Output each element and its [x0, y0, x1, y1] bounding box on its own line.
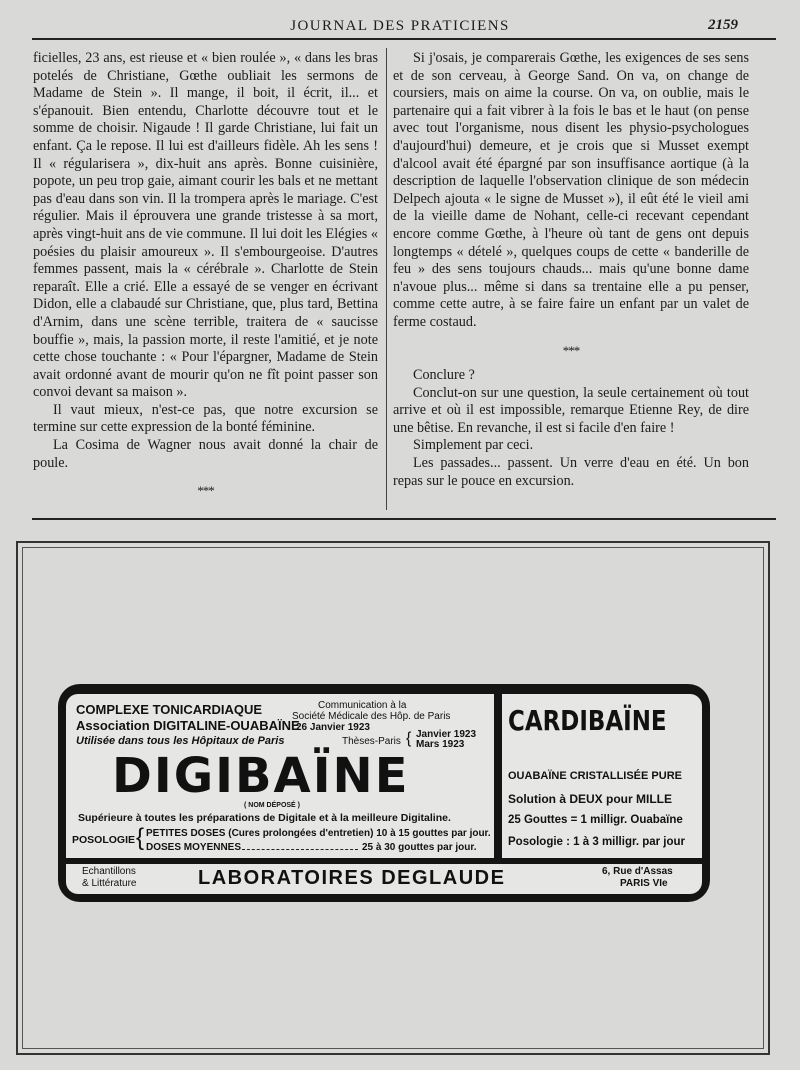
- ad-communication-3: 26 Janvier 1923: [296, 722, 370, 733]
- ad-dotted-leader: [242, 849, 358, 850]
- journal-title: JOURNAL DES PRATICIENS: [290, 18, 510, 34]
- running-header: [0, 14, 800, 40]
- ad-echantillons-2: & Littérature: [82, 878, 137, 889]
- ad-theses: Thèses-Paris: [342, 736, 401, 747]
- laboratoires-strip: [66, 864, 702, 894]
- ad-posologie-right: Posologie : 1 à 3 milligr. par jour: [508, 836, 686, 848]
- ad-laboratoires: LABORATOIRES DEGLAUDE: [198, 867, 506, 889]
- paragraph: Il vaut mieux, n'est-ce pas, que notre excursion se termine sur cette expression de la bonté féminine.: [33, 401, 378, 436]
- page-number: 2159: [708, 17, 738, 33]
- section-stars: ***: [562, 342, 580, 358]
- paragraph: Conclut-on sur une question, la seule certainement où tout arrive et où il est impossible, remarque Etienne Rey, de dire une bêtise. En revanche, il est si facile d'en faire !: [393, 384, 749, 436]
- ad-theses-date-2: Mars 1923: [416, 739, 465, 750]
- column-divider: [386, 48, 387, 510]
- ad-theses-brace: {: [406, 730, 412, 747]
- ad-petites-doses: PETITES DOSES (Cures prolongées d'entretien) 10 à 15 gouttes par jour.: [146, 828, 491, 839]
- ad-ouabaine: OUABAÏNE CRISTALLISÉE PURE: [508, 770, 682, 782]
- ad-address-1: 6, Rue d'Assas: [602, 866, 673, 877]
- ad-association: Association DIGITALINE-OUABAÏNE: [76, 718, 300, 733]
- paragraph: Simplement par ceci.: [413, 437, 534, 454]
- ad-doses-moyennes: DOSES MOYENNES: [146, 842, 242, 853]
- digibaine-logo: DIGIBAÏNE: [112, 748, 410, 804]
- ad-hopitaux: Utilisée dans tous les Hôpitaux de Paris: [76, 735, 285, 747]
- digibaine-panel: [66, 694, 494, 858]
- paragraph: La Cosima de Wagner nous avait donné la chair de poule.: [33, 437, 378, 471]
- ad-solution: Solution à DEUX pour MILLE: [508, 792, 672, 806]
- paragraph: Les passades... passent. Un verre d'eau en été. Un bon repas sur le pouce en excursion.: [393, 455, 749, 489]
- ad-doses-moyennes-value: 25 à 30 gouttes par jour.: [362, 842, 477, 853]
- ad-complexe: COMPLEXE TONICARDIAQUE: [76, 702, 263, 717]
- ad-communication-2: Société Médicale des Hôp. de Paris: [292, 711, 451, 722]
- paragraph: Si j'osais, je comparerais Gœthe, les exigences de ses sens et de son cerveau, à George Sand. On va, on change de coursiers, mais on aime la course. On va, on oublie, mais le partenaire qui a fait vibrer à la fois le bas et le haut (on pense avec tout l'organisme, nous disent les physio-psychologues d'aujourd'hui) demeure, et je crois que si Musset exempt d'alcool avait été épargné par son insuffisance aortique (à la description de laquelle l'observation clinique de son médecin Delpech ajouta « le signe de Musset »), il eût été le vieil ami de la vieille dame de Nohant, celle-ci recevant cependant encore comme Gœthe, à l'heure où tant de gens ont depuis longtemps « dételé », quelques coups de cette « banderille de feu » des sens toujours chauds... mais qu'une bonne dame n'avoue plus... même si dans sa trentaine elle a pu penser, comme cette autre, à se faire faire un enfant par un valet de ferme costaud.: [393, 50, 749, 330]
- ad-communication-1: Communication à la: [318, 700, 407, 711]
- paragraph: Conclure ?: [413, 367, 475, 384]
- cardibaine-panel: [502, 694, 702, 858]
- article-end-rule: [32, 518, 776, 520]
- ad-nom-depose: ( NOM DÉPOSÉ ): [244, 802, 301, 809]
- paragraph: ficielles, 23 ans, est rieuse et « bien roulée », « dans les bras potelés de Christiane, Gœthe oubliait les sermons de Madame de Stein ». Il mange, il boit, il écrit, il... et s'épanouit. Bien entendu, Charlotte découvre tout et le somme de choisir. Nigaude ! Il garde Christiane, lui fait un enfant. Ça le repose. Il lui est d'ailleurs fidèle. Ah les sens ! Il « régularisera », dix-huit ans après. Bonne cuisinière, popote, un peu trop gaie, aimant courir les bals et ne mettant pas d'eau dans son vin. Il la trompera après le mariage. C'est régulier. Mais il éprouvera une grande tristesse à sa mort, après vingt-huit ans de vie commune. Il lui doit les Elégies « poésies du plaisir amoureux ». Il s'embourgeoise. D'autres femmes passent, mais la « cérébrale ». Charlotte de Stein reparaît. Elle a crié. Elle a essayé de se venger en écrivant Didon, elle a clabaudé sur Christiane, que, plus tard, Bettina d'Arnim, dans une scène terrible, traitera de « saucisse bouffie », mais, la passion morte, il reste l'amitié, et je note cette chose touchante : « Pour l'épargner, Madame de Stein avait ordonné avant de mourir qu'on ne fît point passer son convoi devant sa maison ».: [33, 50, 378, 401]
- section-stars: ***: [197, 483, 214, 499]
- right-column: [393, 50, 749, 490]
- ad-posologie-brace: {: [136, 824, 145, 851]
- ad-address-2: PARIS VIe: [620, 878, 668, 889]
- ad-echantillons-1: Echantillons: [82, 866, 136, 877]
- left-column: [33, 50, 378, 508]
- ad-theses-date-1: Janvier 1923: [416, 729, 477, 740]
- ad-superieure: Supérieure à toutes les préparations de Digitale et à la meilleure Digitaline.: [78, 812, 451, 824]
- header-rule: [32, 38, 776, 40]
- cardibaine-logo: CARDIBAÏNE: [508, 704, 667, 737]
- ad-gouttes: 25 Gouttes = 1 milligr. Ouabaïne: [508, 814, 683, 826]
- ad-posologie-label: POSOLOGIE: [72, 834, 136, 846]
